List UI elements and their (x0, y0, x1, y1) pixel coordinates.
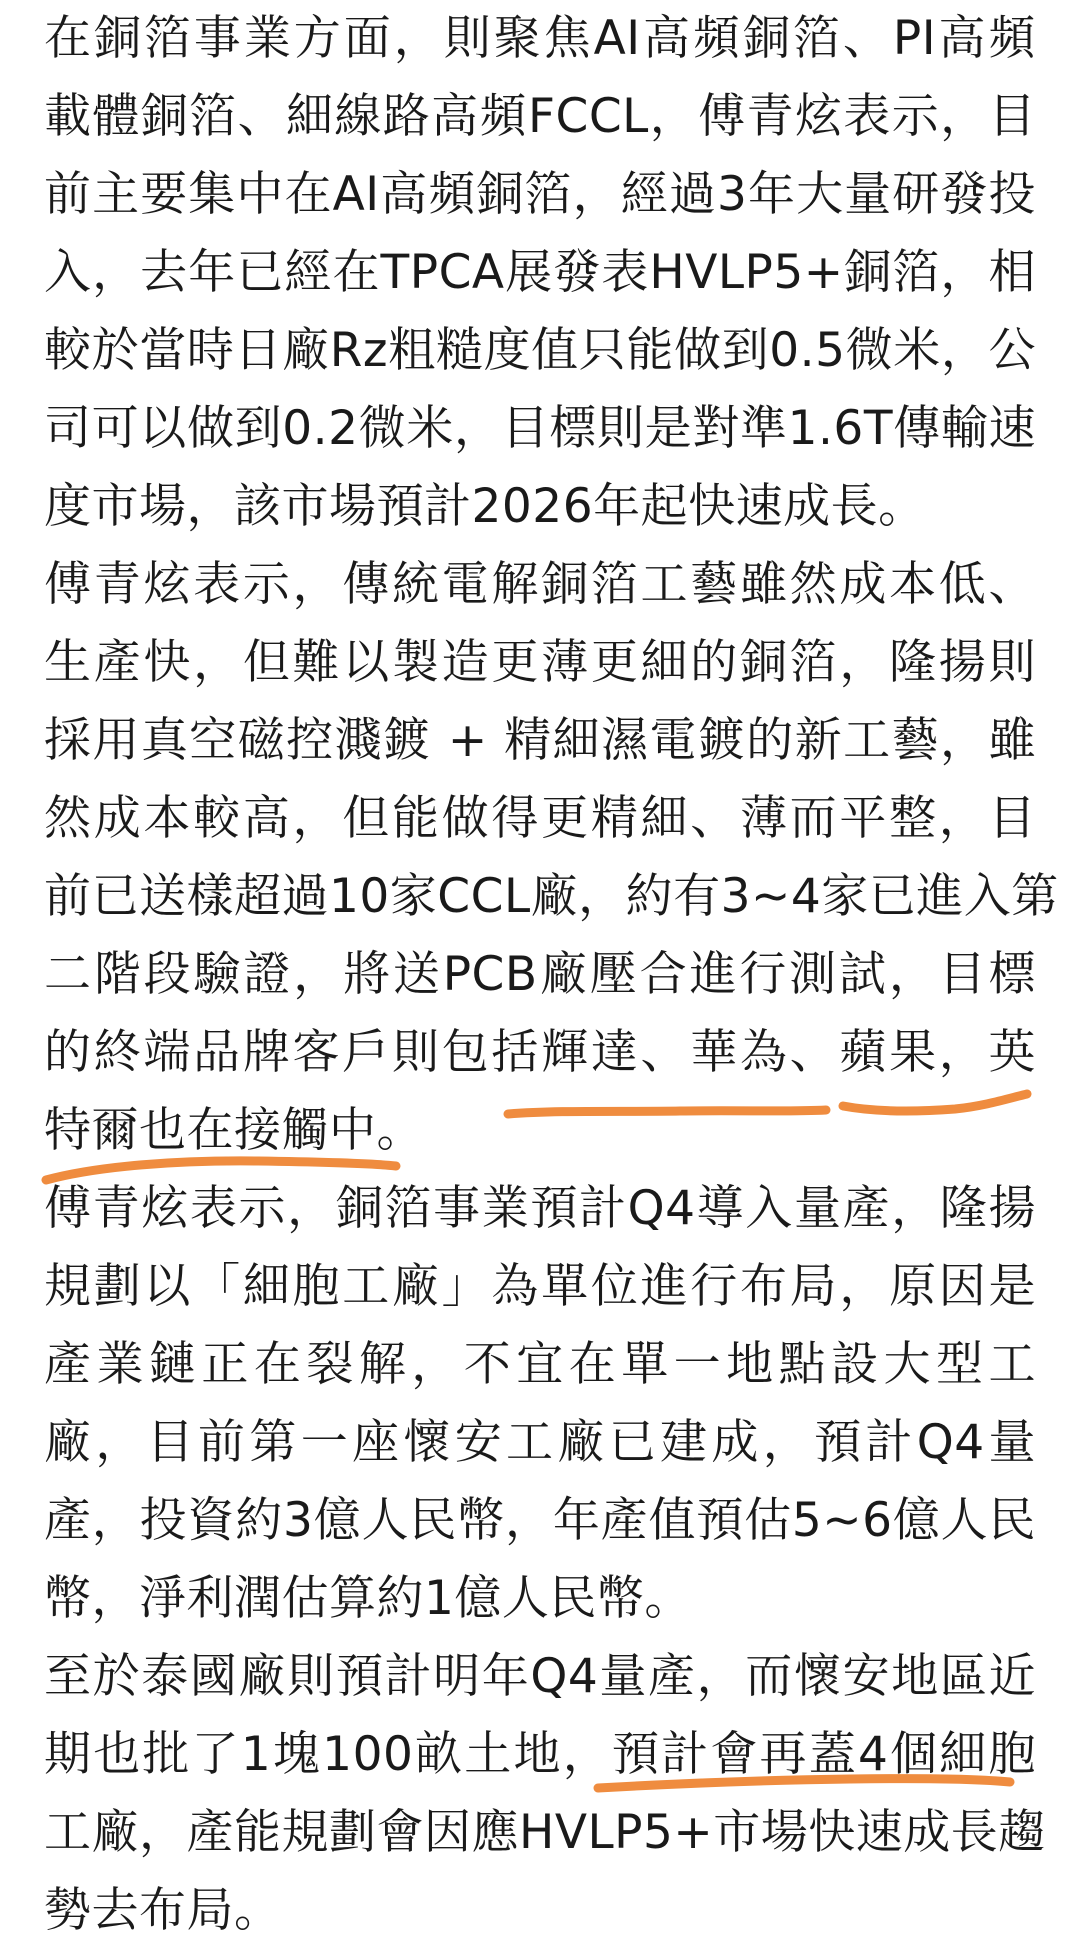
highlight-underline-nvidia-huawei (500, 1100, 840, 1124)
text-line: 規劃以「細胞工廠」為單位進行布局，原因是 (44, 1259, 1036, 1314)
text-line: 傅青炫表示，銅箔事業預計Q4導入量產，隆揚 (44, 1181, 1036, 1236)
text-line: 產，投資約3億人民幣，年產值預估5~6億人民 (44, 1493, 1036, 1548)
text-line: 期也批了1塊100畝土地，預計會再蓋4個細胞 (44, 1727, 1036, 1782)
text-line: 司可以做到0.2微米，目標則是對準1.6T傳輸速 (44, 401, 1036, 456)
text-line: 採用真空磁控濺鍍 + 精細濕電鍍的新工藝，雖 (44, 713, 1036, 768)
text-line: 勢去布局。 (44, 1883, 282, 1938)
text-line: 載體銅箔、細線路高頻FCCL，傅青炫表示，目 (44, 89, 1036, 144)
text-line: 廠，目前第一座懷安工廠已建成，預計Q4量 (44, 1415, 1036, 1470)
text-line: 較於當時日廠Rz粗糙度值只能做到0.5微米，公 (44, 323, 1036, 378)
text-line: 工廠，產能規劃會因應HVLP5+市場快速成長趨 (44, 1805, 1046, 1860)
text-line: 二階段驗證，將送PCB廠壓合進行測試，目標 (44, 947, 1036, 1002)
text-line: 前已送樣超過10家CCL廠，約有3~4家已進入第 (44, 869, 1059, 924)
text-line: 前主要集中在AI高頻銅箔，經過3年大量研發投 (44, 167, 1036, 222)
text-line: 生產快，但難以製造更薄更細的銅箔，隆揚則 (44, 635, 1036, 690)
text-line: 度市場，該市場預計2026年起快速成長。 (44, 479, 926, 534)
text-line: 產業鏈正在裂解，不宜在單一地點設大型工 (44, 1337, 1036, 1392)
text-line: 幣，淨利潤估算約1億人民幣。 (44, 1571, 692, 1626)
text-line: 特爾也在接觸中。 (44, 1103, 424, 1158)
text-line: 的終端品牌客戶則包括輝達、華為、蘋果，英 (44, 1025, 1036, 1080)
text-line: 傅青炫表示，傳統電解銅箔工藝雖然成本低、 (44, 557, 1036, 612)
text-line: 然成本較高，但能做得更精細、薄而平整，目 (44, 791, 1036, 846)
text-line: 入，去年已經在TPCA展發表HVLP5+銅箔，相 (44, 245, 1036, 300)
text-line: 在銅箔事業方面，則聚焦AI高頻銅箔、PI高頻 (44, 11, 1036, 66)
text-line: 至於泰國廠則預計明年Q4量產，而懷安地區近 (44, 1649, 1036, 1704)
